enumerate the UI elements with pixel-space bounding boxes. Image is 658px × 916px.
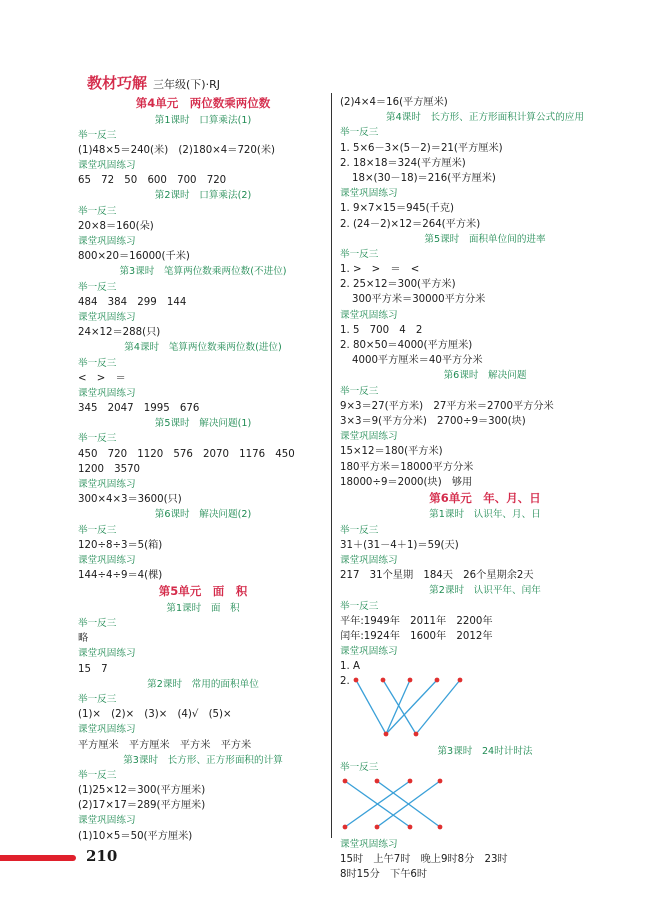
lesson-heading: 第3课时 24时计时法 — [437, 746, 533, 758]
answer-line: 2. 80×50＝4000(平方厘米) — [340, 340, 473, 351]
section-label: 课堂巩固练习 — [340, 554, 398, 566]
column-divider — [331, 93, 332, 838]
month-match-top-dot — [408, 678, 413, 683]
answer-line: (1)10×5＝50(平方厘米) — [78, 830, 193, 842]
answer-line: 2. 25×12＝300(平方米) — [340, 279, 456, 291]
answer-line: 24×12＝288(只) — [78, 327, 161, 339]
answer-line: 1. A — [340, 661, 360, 673]
month-match-top-dot — [354, 678, 359, 683]
answer-line: 300×4×3＝3600(只) — [78, 494, 182, 506]
unit-heading: 第4单元 两位数乘两位数 — [135, 96, 271, 110]
answer-line: 1200 3570 — [78, 463, 141, 475]
section-label: 举一反三 — [340, 385, 379, 397]
section-label: 举一反三 — [78, 769, 117, 781]
lesson-heading: 第4课时 笔算两位数乘两位数(进位) — [124, 342, 282, 354]
time-match-top-dot — [408, 778, 413, 783]
answer-line: 3×3＝9(平方分米) 2700÷9＝300(块) — [340, 415, 526, 427]
answer-line: 2. (24－2)×12＝264(平方米) — [340, 218, 481, 230]
section-label: 课堂巩固练习 — [78, 554, 136, 566]
answer-line-indented: 4000平方厘米＝40平方分米 — [352, 355, 483, 367]
section-label: 举一反三 — [78, 281, 117, 293]
answer-line: 15时 上午7时 晚上9时8分 23时 — [340, 854, 508, 865]
lesson-heading: 第2课时 口算乘法(2) — [154, 190, 252, 202]
lesson-heading: 第4课时 长方形、正方形面积计算公式的应用 — [386, 112, 584, 124]
time-match-bottom-dot — [438, 824, 443, 829]
section-label: 课堂巩固练习 — [78, 648, 136, 660]
answer-line: 31＋(31－4＋1)＝59(天) — [340, 539, 459, 551]
lesson-heading: 第6课时 解决问题(2) — [154, 509, 252, 521]
answer-line: 15 7 — [78, 663, 108, 675]
section-label: 举一反三 — [340, 600, 379, 612]
matching-diagram-1 — [340, 674, 630, 744]
grade-subtitle: 三年级(下)·RJ — [153, 78, 220, 91]
month-match-bottom-dot — [414, 732, 419, 737]
section-label: 举一反三 — [340, 524, 379, 536]
answer-line: 9×3＝27(平方米) 27平方米＝2700平方分米 — [340, 400, 554, 412]
section-label: 课堂巩固练习 — [340, 838, 398, 850]
month-match-top-dot — [458, 678, 463, 683]
unit-heading: 第5单元 面 积 — [158, 584, 248, 599]
lesson-heading: 第2课时 认识平年、闰年 — [429, 585, 541, 597]
section-label: 课堂巩固练习 — [78, 311, 136, 323]
lesson-heading: 第2课时 常用的面积单位 — [147, 678, 259, 690]
section-label: 举一反三 — [78, 524, 117, 536]
lesson-heading: 第1课时 口算乘法(1) — [154, 114, 252, 126]
left-column — [78, 95, 328, 844]
lesson-heading: 第5课时 面积单位间的进率 — [424, 233, 546, 245]
lesson-heading: 第3课时 笔算两位数乘两位数(不进位) — [119, 266, 287, 278]
month-match-top-dot — [381, 678, 386, 683]
time-match-bottom-dot — [375, 824, 380, 829]
answer-line: 345 2047 1995 676 — [78, 403, 200, 415]
section-label: 课堂巩固练习 — [340, 646, 398, 658]
answer-line: 800×20＝16000(千米) — [78, 251, 190, 263]
time-match-top-dot — [375, 778, 380, 783]
month-match-diagram — [348, 674, 468, 740]
section-label: 举一反三 — [340, 761, 379, 773]
answer-line: (1)× (2)× (3)× (4)√ (5)× — [78, 709, 232, 721]
right-column — [340, 95, 630, 882]
lesson-heading: 第1课时 认识年、月、日 — [429, 509, 541, 521]
brand-title: 教材巧解 — [87, 74, 148, 92]
section-label: 课堂巩固练习 — [78, 236, 136, 247]
answer-line: 平年:1949年 2011年 2200年 — [340, 615, 493, 627]
answer-line: (2)4×4＝16(平方厘米) — [340, 97, 448, 108]
month-match-connector-line — [356, 680, 386, 734]
section-label: 课堂巩固练习 — [78, 160, 136, 172]
answer-line: 1. 5×6－3×(5－2)＝21(平方厘米) — [340, 142, 503, 154]
month-match-connector-line — [416, 680, 460, 734]
answer-line: 180平方米＝18000平方分米 — [340, 461, 474, 473]
answer-line: 1. 5 700 4 2 — [340, 324, 423, 336]
page-number: 210 — [86, 847, 118, 865]
month-match-connector-line — [386, 680, 410, 734]
section-label: 课堂巩固练习 — [78, 815, 136, 827]
time-match-top-dot — [343, 778, 348, 783]
section-label: 举一反三 — [78, 433, 117, 445]
lesson-heading: 第1课时 面 积 — [166, 602, 240, 614]
answer-line: 144÷4÷9＝4(棵) — [78, 570, 163, 582]
section-label: 举一反三 — [340, 127, 379, 139]
answer-line: 484 384 299 144 — [78, 296, 187, 308]
answer-line-indented: 18×(30－18)＝216(平方厘米) — [352, 172, 496, 184]
answer-line: 15×12＝180(平方米) — [340, 446, 443, 458]
section-label: 举一反三 — [78, 357, 117, 369]
answer-line: (1)25×12＝300(平方厘米) — [78, 785, 206, 797]
answer-line: 217 31个星期 184天 26个星期余2天 — [340, 570, 534, 582]
section-label: 课堂巩固练习 — [78, 724, 136, 736]
page-header — [87, 72, 220, 93]
time-match-diagram — [340, 775, 450, 833]
question-number: 2. — [340, 676, 350, 688]
section-label: 课堂巩固练习 — [340, 431, 398, 443]
answer-line: 2. 18×18＝324(平方厘米) — [340, 157, 466, 169]
time-match-bottom-dot — [408, 824, 413, 829]
answer-line: 120÷8÷3＝5(箱) — [78, 539, 163, 551]
answer-line: 平方厘米 平方厘米 平方米 平方米 — [78, 739, 252, 751]
answer-line: 闰年:1924年 1600年 2012年 — [340, 630, 493, 642]
answer-line: 8时15分 下午6时 — [340, 869, 428, 881]
section-label: 举一反三 — [78, 618, 117, 629]
time-match-bottom-dot — [343, 824, 348, 829]
unit-heading: 第6单元 年、月、日 — [429, 490, 541, 505]
answer-line: (1)48×5＝240(米) (2)180×4＝720(米) — [78, 144, 276, 156]
section-label: 举一反三 — [78, 129, 117, 141]
time-match-top-dot — [438, 778, 443, 783]
answer-line: 65 72 50 600 700 720 — [78, 175, 227, 187]
section-label: 举一反三 — [340, 248, 379, 260]
answer-line: 20×8＝160(朵) — [78, 220, 154, 232]
answer-line: < > ＝ — [78, 372, 126, 384]
section-label: 课堂巩固练习 — [340, 188, 398, 200]
lesson-heading: 第3课时 长方形、正方形面积的计算 — [123, 754, 283, 766]
section-label: 课堂巩固练习 — [78, 479, 136, 490]
answer-line: 18000÷9＝2000(块) 够用 — [340, 476, 473, 488]
month-match-bottom-dot — [384, 732, 389, 737]
section-label: 举一反三 — [78, 205, 117, 217]
page-bar — [0, 855, 76, 861]
section-label: 举一反三 — [78, 693, 117, 705]
answer-line: (2)17×17＝289(平方厘米) — [78, 800, 206, 812]
lesson-heading: 第5课时 解决问题(1) — [154, 418, 252, 430]
month-match-top-dot — [435, 678, 440, 683]
answer-line: 1. 9×7×15＝945(千克) — [340, 203, 454, 215]
answer-line: 略 — [78, 633, 89, 645]
section-label: 课堂巩固练习 — [340, 309, 398, 321]
answer-line: 1. > > ＝ < — [340, 264, 420, 276]
answer-line-indented: 300平方米＝30000平方分米 — [352, 294, 486, 306]
matching-diagram-2 — [340, 775, 630, 837]
lesson-heading: 第6课时 解决问题 — [443, 370, 527, 382]
section-label: 课堂巩固练习 — [78, 387, 136, 399]
answer-line: 450 720 1120 576 2070 1176 450 — [78, 448, 295, 460]
